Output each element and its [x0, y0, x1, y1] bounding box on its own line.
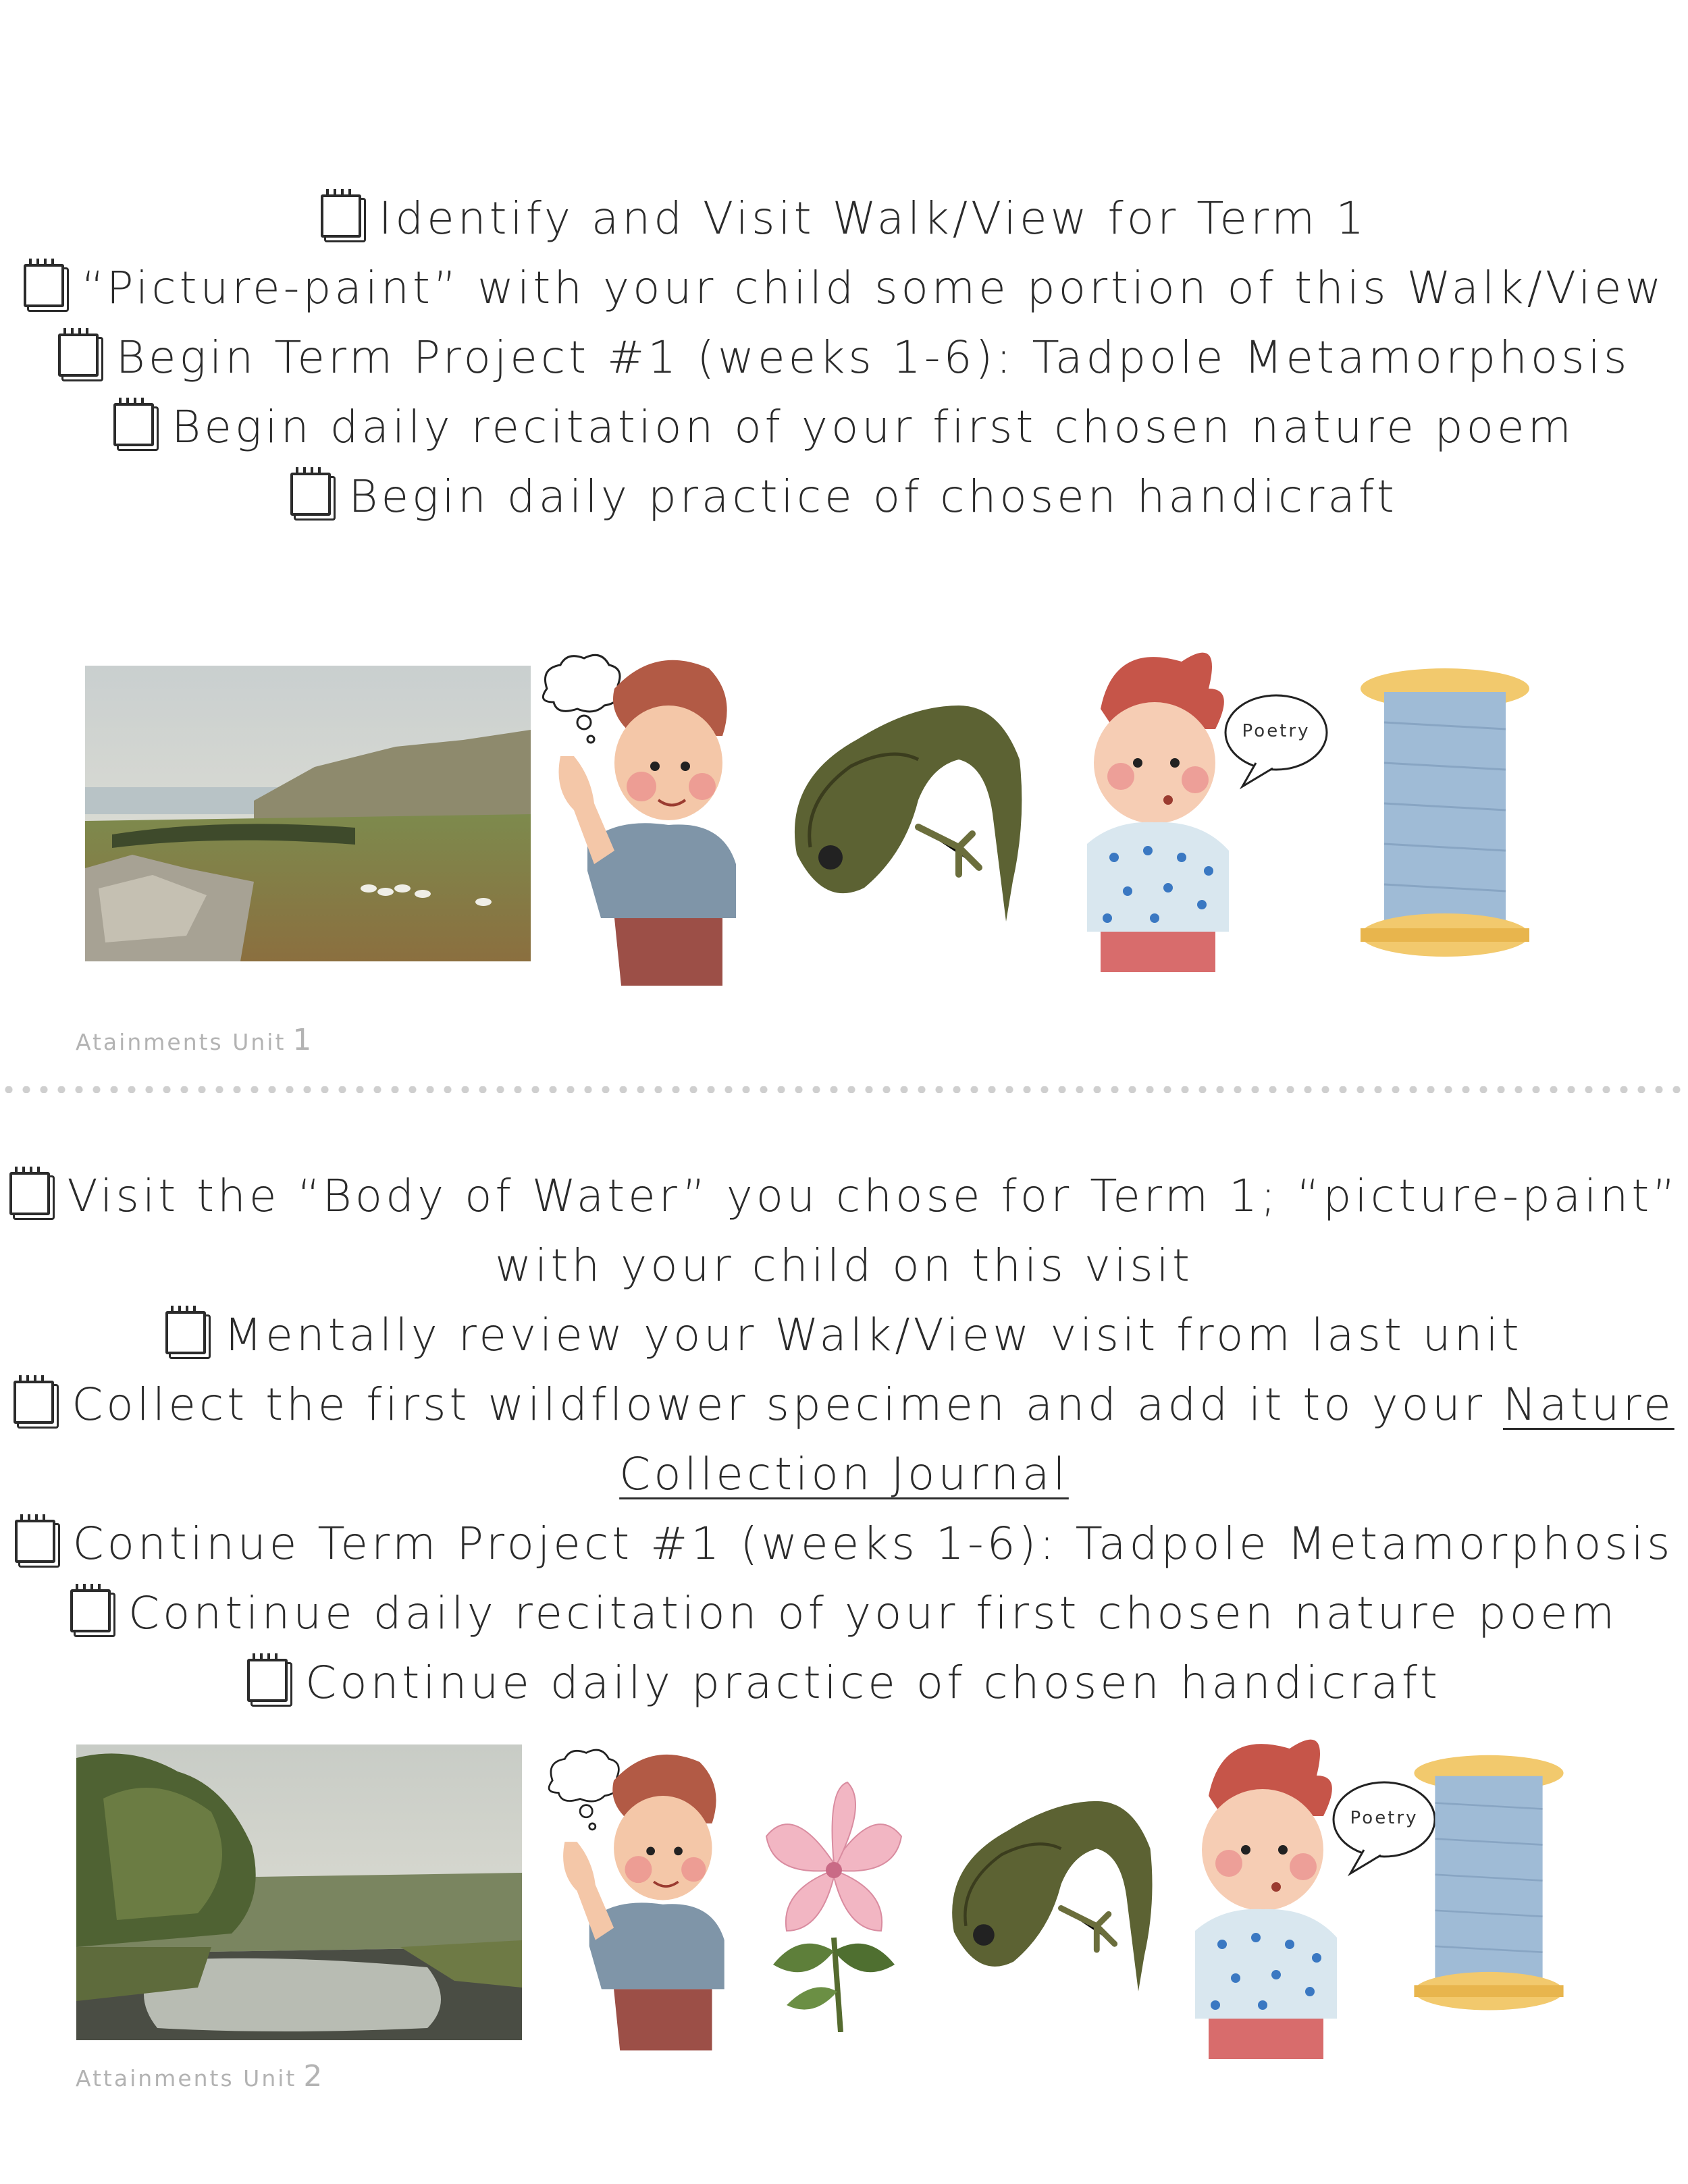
- unit2-item: Collect the first wildflower specimen and add it to your Nature: [0, 1370, 1688, 1439]
- checkbox-icon[interactable]: [113, 403, 154, 446]
- checkbox-icon[interactable]: [9, 1172, 50, 1215]
- poetry-boy-illustration: [1182, 1735, 1438, 2059]
- unit2-item: Continue Term Project #1 (weeks 1-6): Tadpole Metamorphosis: [0, 1509, 1688, 1578]
- unit2-item-continued: with your child on this visit: [495, 1240, 1193, 1291]
- thinking-boy-illustration: [540, 1735, 743, 2059]
- checkbox-icon[interactable]: [14, 1381, 54, 1424]
- unit2-illustration-strip: [0, 1735, 1688, 2059]
- unit2-item: Continue daily recitation of your first chosen nature poem: [0, 1578, 1688, 1648]
- poetry-boy-illustration: [1074, 648, 1330, 972]
- checkbox-icon[interactable]: [321, 194, 361, 238]
- checkbox-icon[interactable]: [24, 264, 64, 307]
- landscape-painting: [85, 666, 531, 961]
- thinking-boy-illustration: [533, 648, 756, 986]
- unit1-footer: Atainments Unit 1: [76, 1023, 314, 1057]
- unit2-item-continued: [0, 1439, 1688, 1509]
- unit1-item: Begin daily recitation of your first chosen nature poem: [0, 392, 1688, 462]
- nature-journal-link[interactable]: Nature: [1502, 1379, 1674, 1431]
- poetry-bubble-text: Poetry: [1242, 721, 1311, 741]
- thought-bubble-icon: [549, 1750, 618, 1830]
- unit1-checklist: [0, 184, 1688, 531]
- thought-bubble-icon: [543, 655, 620, 743]
- unit2-footer: Attainments Unit 2: [76, 2059, 325, 2094]
- unit1-item: Begin daily practice of chosen handicraft: [0, 462, 1688, 531]
- nature-journal-link[interactable]: Collection Journal: [619, 1448, 1069, 1500]
- checkbox-icon[interactable]: [58, 334, 99, 377]
- unit2-checklist: [0, 1161, 1688, 1717]
- unit2-item: Visit the “Body of Water” you chose for Term 1; “picture-paint”: [0, 1161, 1688, 1231]
- checkbox-icon[interactable]: [15, 1520, 55, 1563]
- tadpole-illustration: [918, 1755, 1168, 2025]
- tadpole-illustration: [756, 665, 1040, 949]
- checkbox-icon[interactable]: [70, 1589, 111, 1632]
- poetry-bubble-text: Poetry: [1350, 1808, 1419, 1828]
- checkbox-icon[interactable]: [247, 1659, 288, 1702]
- unit1-illustration-strip: [0, 648, 1688, 986]
- unit2-item: Mentally review your Walk/View visit from last unit: [0, 1300, 1688, 1370]
- unit1-item: Identify and Visit Walk/View for Term 1: [0, 184, 1688, 253]
- thread-spool-illustration: [1411, 1742, 1566, 2025]
- unit2-item: Continue daily practice of chosen handicraft: [0, 1648, 1688, 1717]
- checkbox-icon[interactable]: [290, 473, 331, 516]
- thread-spool-illustration: [1357, 662, 1533, 965]
- unit1-item: “Picture-paint” with your child some portion of this Walk/View: [0, 253, 1688, 323]
- pond-painting: [76, 1744, 522, 2040]
- unit1-item: Begin Term Project #1 (weeks 1-6): Tadpole Metamorphosis: [0, 323, 1688, 392]
- wildflower-illustration: [746, 1762, 922, 2032]
- section-divider: [0, 1086, 1688, 1093]
- checkbox-icon[interactable]: [165, 1311, 206, 1354]
